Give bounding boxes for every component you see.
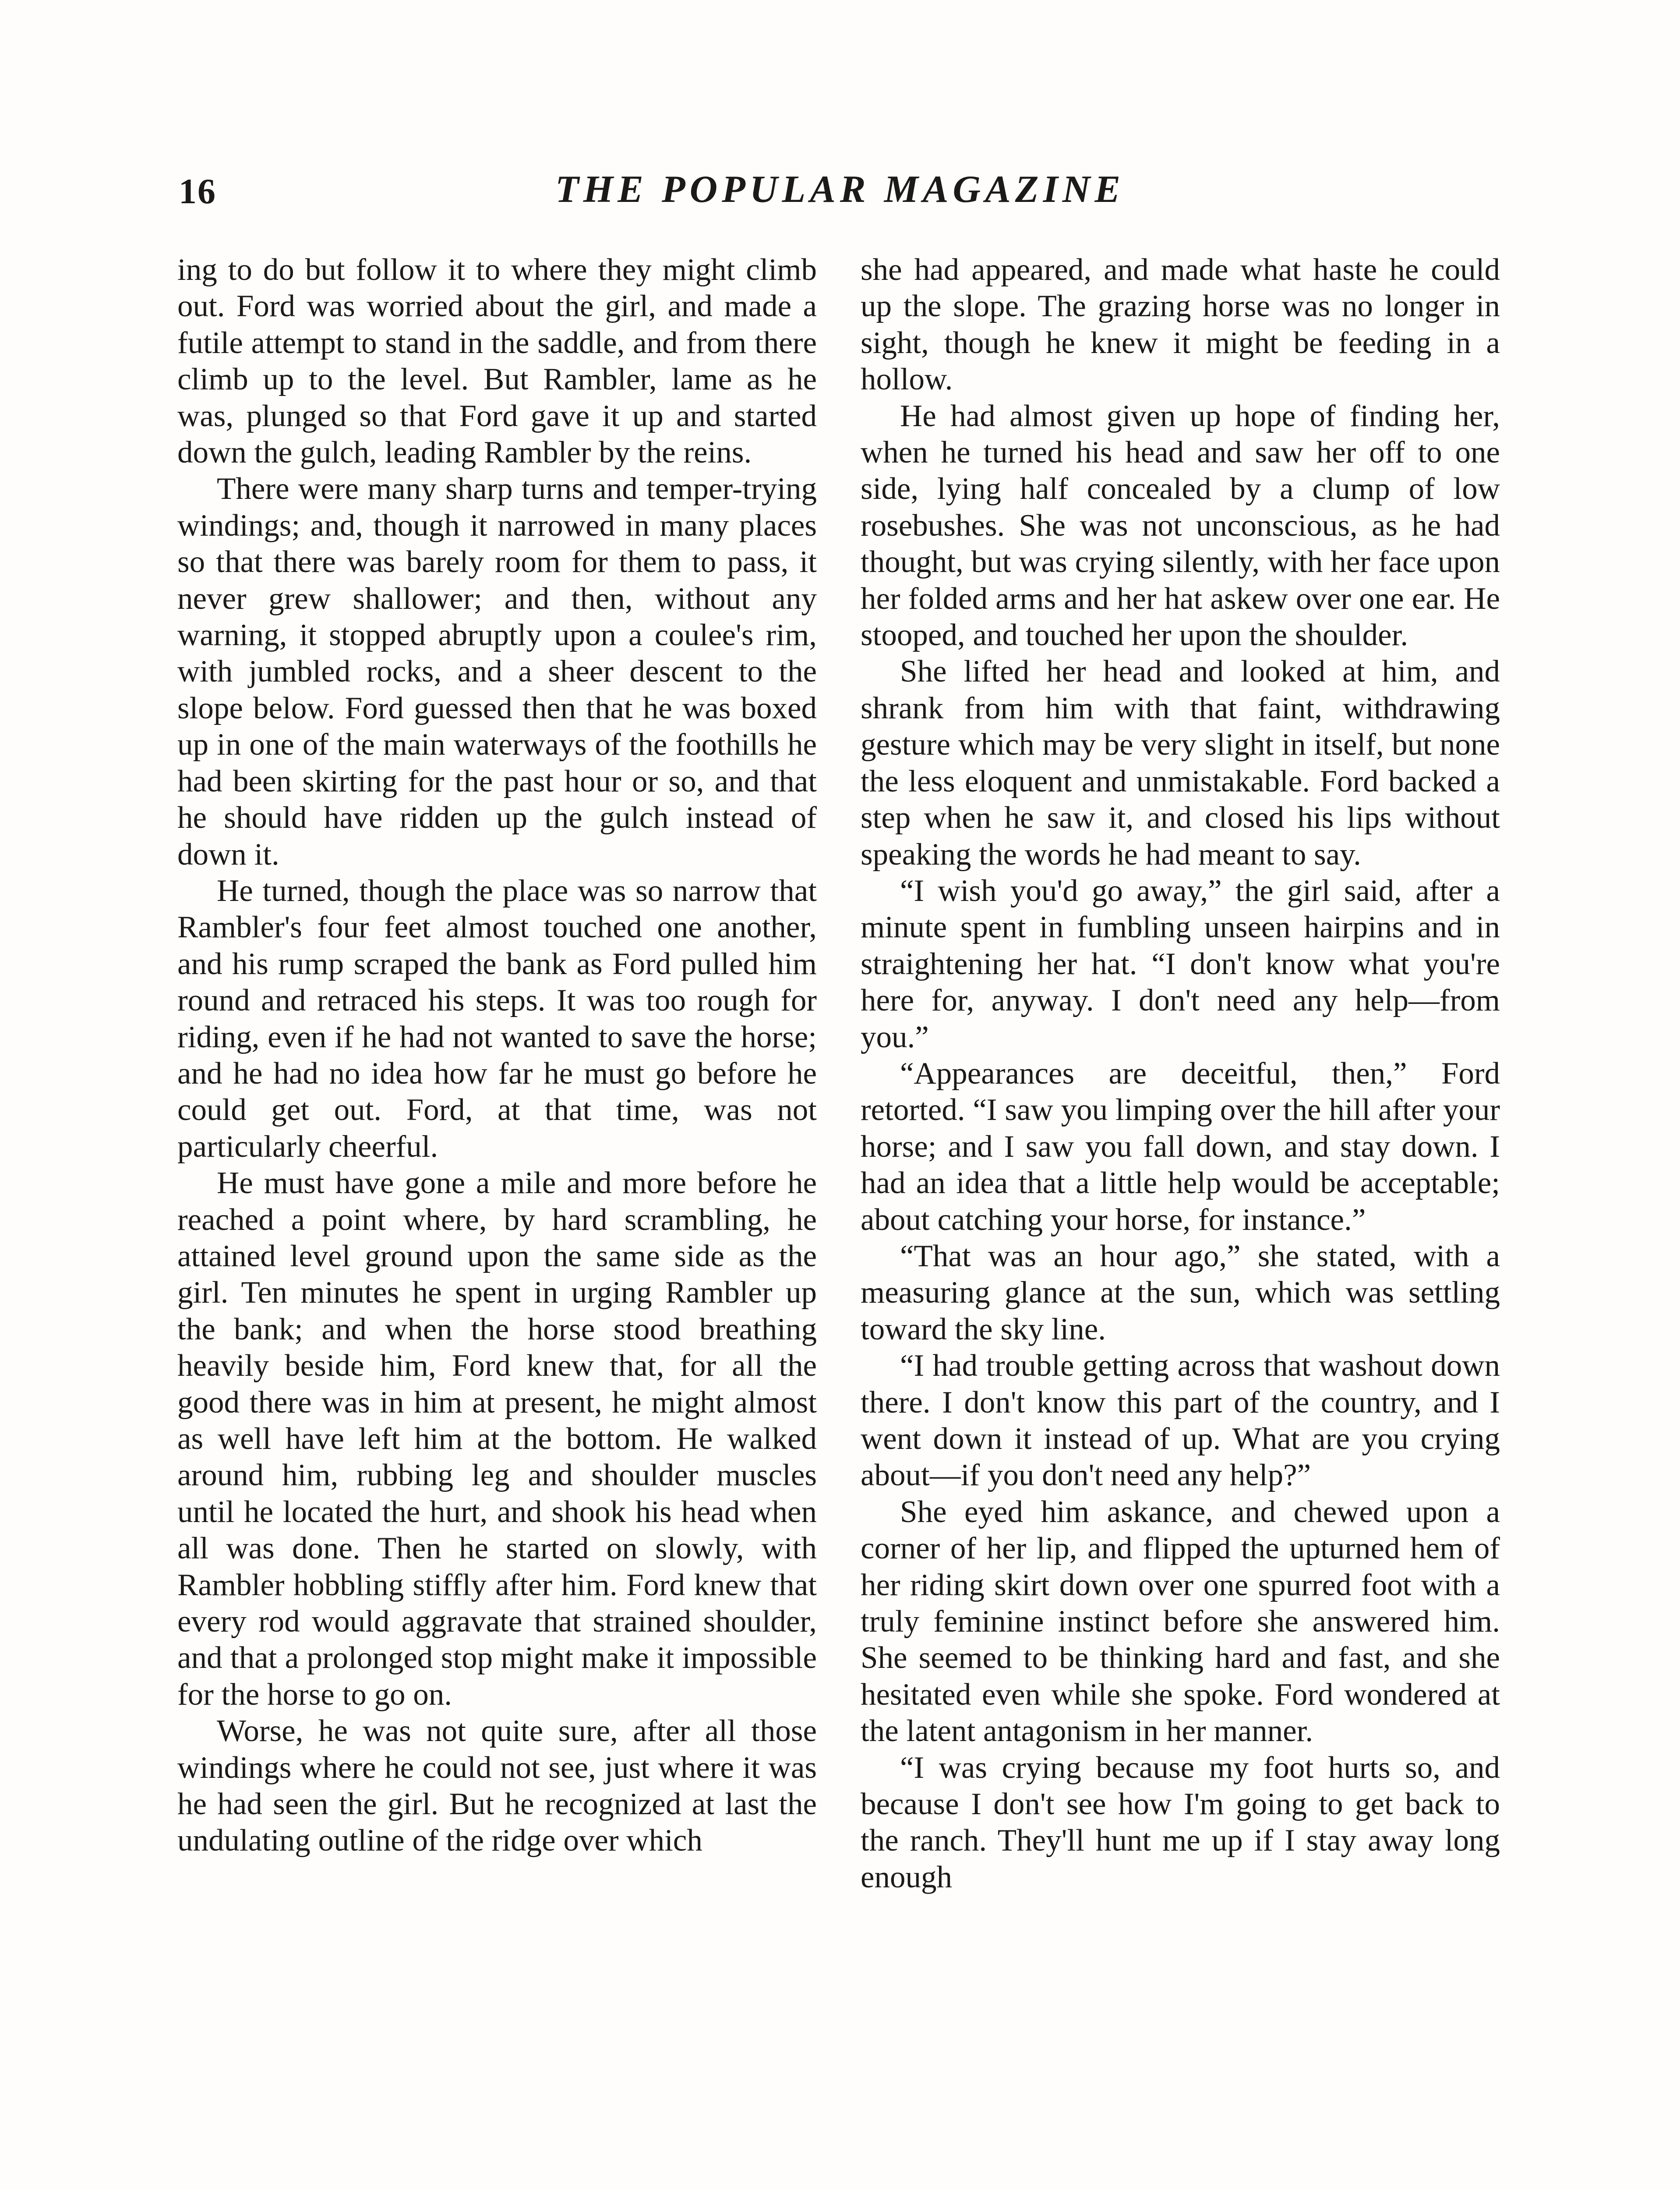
paragraph: she had appeared, and made what haste he could up the slope. The grazing horse was no longer in sight, though he knew it might be feeding in a hollow. bbox=[861, 253, 1500, 397]
paragraph: “I was crying because my foot hurts so, and because I don't see how I'm going to get back to the ranch. They'll hunt me up if I stay away long enough bbox=[861, 1750, 1500, 1894]
paragraph: She eyed him askance, and chewed upon a corner of her lip, and flipped the upturned hem of her riding skirt down over one spurred foot with a truly feminine instinct before she answered him. She seemed to be thinking hard and fast, and she hesitated even while she spoke. Ford wondered at the latent antagonism in her manner. bbox=[861, 1494, 1500, 1748]
paragraph: He turned, though the place was so narrow that Rambler's four feet almost touched one another, and his rump scraped the bank as Ford pulled him round and retraced his steps. It was too rough for riding, even if he had not wanted to save the horse; and he had no idea how far he must go before he could get out. Ford, at that time, was not particularly cheerful. bbox=[177, 873, 817, 1164]
paragraph: There were many sharp turns and temper-trying windings; and, though it narrowed in many places so that there was barely room for them to pass, it never grew shallower; and then, without any warning, it stopped abruptly upon a coulee's rim, with jumbled rocks, and a sheer descent to the slope below. Ford guessed then that he was boxed up in one of the main waterways of the foothills he had been skirting for the past hour or so, and that he should have ridden up the gulch instead of down it. bbox=[177, 472, 817, 872]
page-number: 16 bbox=[179, 171, 216, 211]
paragraph: “I had trouble getting across that washout down there. I don't know this part of the country, and I went down it instead of up. What are you crying about—if you don't need any help?” bbox=[861, 1349, 1500, 1493]
paragraph: She lifted her head and looked at him, and shrank from him with that faint, withdrawing gesture which may be very slight in itself, but none the less eloquent and unmistakable. Ford backed a step when he saw it, and closed his lips without speaking the words he had meant to say. bbox=[861, 654, 1500, 872]
text-column-right bbox=[861, 252, 1500, 1896]
paragraph: ing to do but follow it to where they might climb out. Ford was worried about the girl, and made a futile attempt to stand in the saddle, and from there climb up to the level. But Rambler, lame as he was, plunged so that Ford gave it up and started down the gulch, leading Rambler by the reins. bbox=[177, 253, 817, 470]
paragraph: “I wish you'd go away,” the girl said, after a minute spent in fumbling unseen hairpins and in straightening her hat. “I don't know what you're here for, anyway. I don't need any help—from you.” bbox=[861, 873, 1500, 1054]
running-head-magazine-title: THE POPULAR MAGAZINE bbox=[555, 168, 1125, 211]
paragraph: He must have gone a mile and more before he reached a point where, by hard scrambling, he attained level ground upon the same side as the girl. Ten minutes he spent in urging Rambler up the bank; and when the horse stood breathing heavily beside him, Ford knew that, for all the good there was in him at present, he might almost as well have left him at the bottom. He walked around him, rubbing leg and shoulder muscles until he located the hurt, and shook his head when all was done. Then he started on slowly, with Rambler hobbling stiffly after him. Ford knew that every rod would aggravate that strained shoulder, and that a prolonged stop might make it impossible for the horse to go on. bbox=[177, 1166, 817, 1712]
paragraph: Worse, he was not quite sure, after all those windings where he could not see, just where it was he had seen the girl. But he recognized at last the undulating outline of the ridge over which bbox=[177, 1714, 817, 1858]
paragraph: “That was an hour ago,” she stated, with a measuring glance at the sun, which was settling toward the sky line. bbox=[861, 1239, 1500, 1346]
paragraph: “Appearances are deceitful, then,” Ford retorted. “I saw you limping over the hill after your horse; and I saw you fall down, and stay down. I had an idea that a little help would be acceptable; about catching your horse, for instance.” bbox=[861, 1056, 1500, 1237]
text-column-left bbox=[177, 252, 817, 1859]
paragraph: He had almost given up hope of finding her, when he turned his head and saw her off to one side, lying half concealed by a clump of low rosebushes. She was not unconscious, as he had thought, but was crying silently, with her face upon her folded arms and her hat askew over one ear. He stooped, and touched her upon the shoulder. bbox=[861, 399, 1500, 653]
